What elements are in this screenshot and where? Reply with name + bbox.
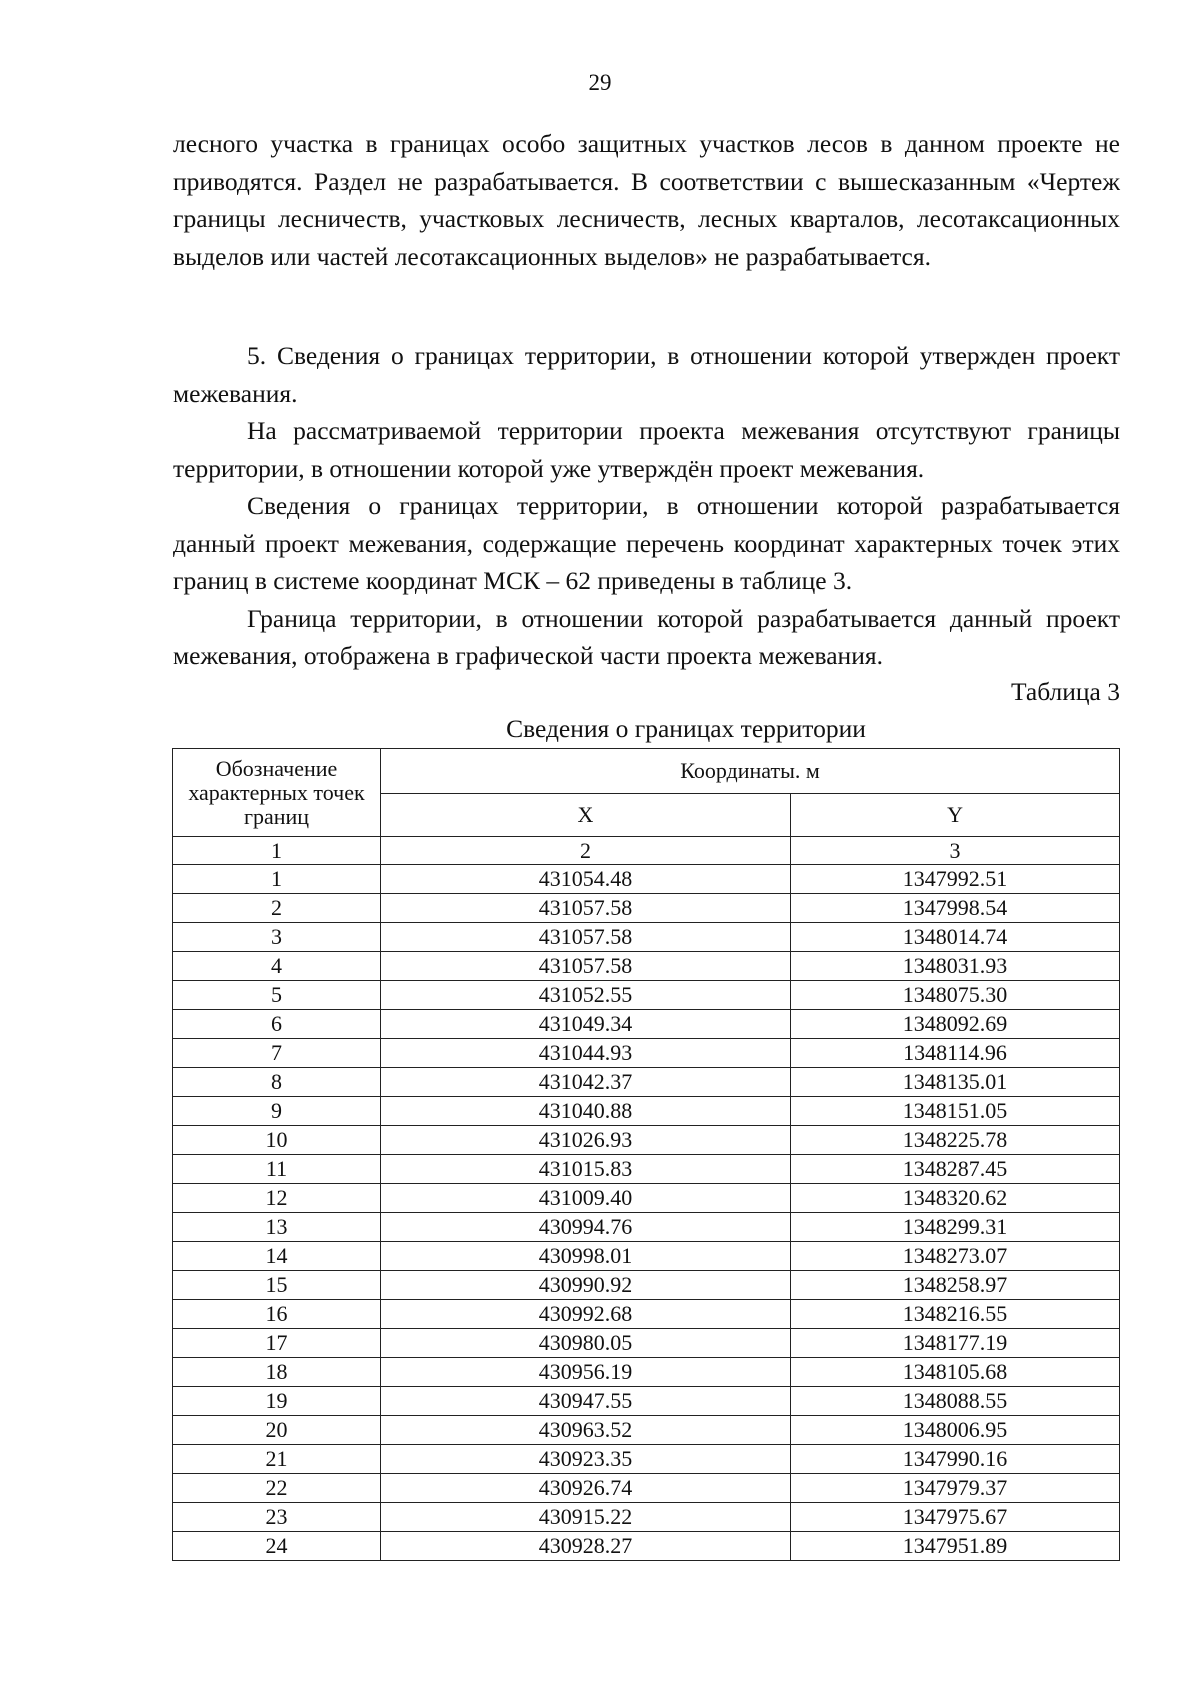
table-row [173, 894, 1120, 923]
cell-y: 1348320.62 [791, 1184, 1120, 1213]
cell-y: 1348075.30 [791, 981, 1120, 1010]
cell-point: 14 [173, 1242, 381, 1271]
cell-point: 1 [173, 865, 381, 894]
cell-x: 430980.05 [381, 1329, 791, 1358]
section-heading: 5. Сведения о границах территории, в отношении которой утвержден проект межевания. [173, 341, 1120, 408]
cell-y: 1347979.37 [791, 1474, 1120, 1503]
cell-y: 1348014.74 [791, 923, 1120, 952]
table-row [173, 1213, 1120, 1242]
cell-y: 1347998.54 [791, 894, 1120, 923]
cell-point: 6 [173, 1010, 381, 1039]
table-row [173, 1329, 1120, 1358]
table-row [173, 1097, 1120, 1126]
table-row [173, 952, 1120, 981]
cell-x: 430998.01 [381, 1242, 791, 1271]
paragraph-no-boundaries: На рассматриваемой территории проекта межевания отсутствуют границы территории, в отношении которой уже утверждён проект межевания. [173, 416, 1120, 483]
cell-x: 430956.19 [381, 1358, 791, 1387]
cell-y: 1348225.78 [791, 1126, 1120, 1155]
cell-point: 20 [173, 1416, 381, 1445]
cell-x: 431015.83 [381, 1155, 791, 1184]
cell-point: 2 [173, 894, 381, 923]
cell-y: 1347992.51 [791, 865, 1120, 894]
column-number: 3 [791, 837, 1120, 865]
cell-y: 1348151.05 [791, 1097, 1120, 1126]
table-row [173, 981, 1120, 1010]
cell-x: 431049.34 [381, 1010, 791, 1039]
cell-point: 11 [173, 1155, 381, 1184]
cell-point: 10 [173, 1126, 381, 1155]
cell-y: 1348177.19 [791, 1329, 1120, 1358]
table-label: Таблица 3 [1010, 677, 1120, 706]
table-row [173, 1387, 1120, 1416]
cell-y: 1348006.95 [791, 1416, 1120, 1445]
cell-point: 5 [173, 981, 381, 1010]
table-row [173, 1155, 1120, 1184]
column-number: 1 [173, 837, 381, 865]
intro-paragraph [173, 125, 1120, 275]
cell-x: 431054.48 [381, 865, 791, 894]
cell-point: 23 [173, 1503, 381, 1532]
cell-x: 430963.52 [381, 1416, 791, 1445]
table-row [173, 1126, 1120, 1155]
cell-x: 430923.35 [381, 1445, 791, 1474]
coordinates-table-body [173, 865, 1120, 1561]
cell-point: 3 [173, 923, 381, 952]
cell-y: 1348092.69 [791, 1010, 1120, 1039]
cell-point: 15 [173, 1271, 381, 1300]
cell-point: 13 [173, 1213, 381, 1242]
cell-y: 1348135.01 [791, 1068, 1120, 1097]
cell-y: 1348105.68 [791, 1358, 1120, 1387]
cell-y: 1348287.45 [791, 1155, 1120, 1184]
cell-x: 431057.58 [381, 952, 791, 981]
cell-point: 16 [173, 1300, 381, 1329]
table-row [173, 1039, 1120, 1068]
cell-point: 9 [173, 1097, 381, 1126]
cell-y: 1348114.96 [791, 1039, 1120, 1068]
cell-point: 7 [173, 1039, 381, 1068]
paragraph-continuation: лесного участка в границах особо защитных участков лесов в данном проекте не приводятся. Раздел не разрабатывается. В соответствии с вышесказанным «Чертеж границы лесничеств, участковых лесничеств, лесных кварталов, лесотаксационных выделов или частей лесотаксационных выделов» не разрабатывается. [173, 129, 1120, 271]
table-row [173, 1184, 1120, 1213]
cell-point: 4 [173, 952, 381, 981]
header-coordinates: Координаты. м [381, 749, 1120, 794]
cell-point: 22 [173, 1474, 381, 1503]
cell-x: 430947.55 [381, 1387, 791, 1416]
table-row [173, 1503, 1120, 1532]
table-row [173, 1358, 1120, 1387]
cell-y: 1348031.93 [791, 952, 1120, 981]
cell-point: 18 [173, 1358, 381, 1387]
page-number: 29 [588, 70, 612, 95]
cell-y: 1347990.16 [791, 1445, 1120, 1474]
table-row [173, 1242, 1120, 1271]
cell-x: 431042.37 [381, 1068, 791, 1097]
cell-y: 1348273.07 [791, 1242, 1120, 1271]
column-number: 2 [381, 837, 791, 865]
paragraph-coordinates-info: Сведения о границах территории, в отношении которой разрабатывается данный проект межевания, содержащие перечень координат характерных точек этих границ в системе координат МСК – 62 приведены в таблице 3. [173, 491, 1120, 595]
cell-x: 431040.88 [381, 1097, 791, 1126]
cell-x: 431057.58 [381, 894, 791, 923]
table-row [173, 1445, 1120, 1474]
table-row [173, 923, 1120, 952]
cell-y: 1348299.31 [791, 1213, 1120, 1242]
table-row [173, 1068, 1120, 1097]
paragraph-graphic-part: Граница территории, в отношении которой разрабатывается данный проект межевания, отображена в графической части проекта межевания. [173, 603, 1120, 670]
cell-y: 1348216.55 [791, 1300, 1120, 1329]
cell-x: 430928.27 [381, 1532, 791, 1561]
cell-x: 430992.68 [381, 1300, 791, 1329]
cell-y: 1347975.67 [791, 1503, 1120, 1532]
table-row [173, 1271, 1120, 1300]
table-row [173, 1532, 1120, 1561]
cell-x: 431052.55 [381, 981, 791, 1010]
table-row [173, 1474, 1120, 1503]
cell-x: 431057.58 [381, 923, 791, 952]
cell-x: 430990.92 [381, 1271, 791, 1300]
table-row [173, 1416, 1120, 1445]
table-row [173, 1300, 1120, 1329]
table-title: Сведения о границах территории [506, 714, 866, 743]
cell-x: 430915.22 [381, 1503, 791, 1532]
cell-point: 24 [173, 1532, 381, 1561]
cell-point: 17 [173, 1329, 381, 1358]
section-5 [173, 337, 1120, 675]
table-row [173, 1010, 1120, 1039]
cell-point: 19 [173, 1387, 381, 1416]
header-point-designation: Обозначение характерных точек границ [173, 749, 381, 837]
cell-y: 1348258.97 [791, 1271, 1120, 1300]
cell-x: 430926.74 [381, 1474, 791, 1503]
cell-point: 8 [173, 1068, 381, 1097]
table-row [173, 865, 1120, 894]
cell-x: 430994.76 [381, 1213, 791, 1242]
cell-point: 12 [173, 1184, 381, 1213]
cell-y: 1348088.55 [791, 1387, 1120, 1416]
cell-x: 431044.93 [381, 1039, 791, 1068]
cell-x: 431026.93 [381, 1126, 791, 1155]
header-y: Y [791, 794, 1120, 837]
coordinates-table [172, 748, 1120, 1561]
header-x: X [381, 794, 791, 837]
cell-y: 1347951.89 [791, 1532, 1120, 1561]
cell-point: 21 [173, 1445, 381, 1474]
cell-x: 431009.40 [381, 1184, 791, 1213]
